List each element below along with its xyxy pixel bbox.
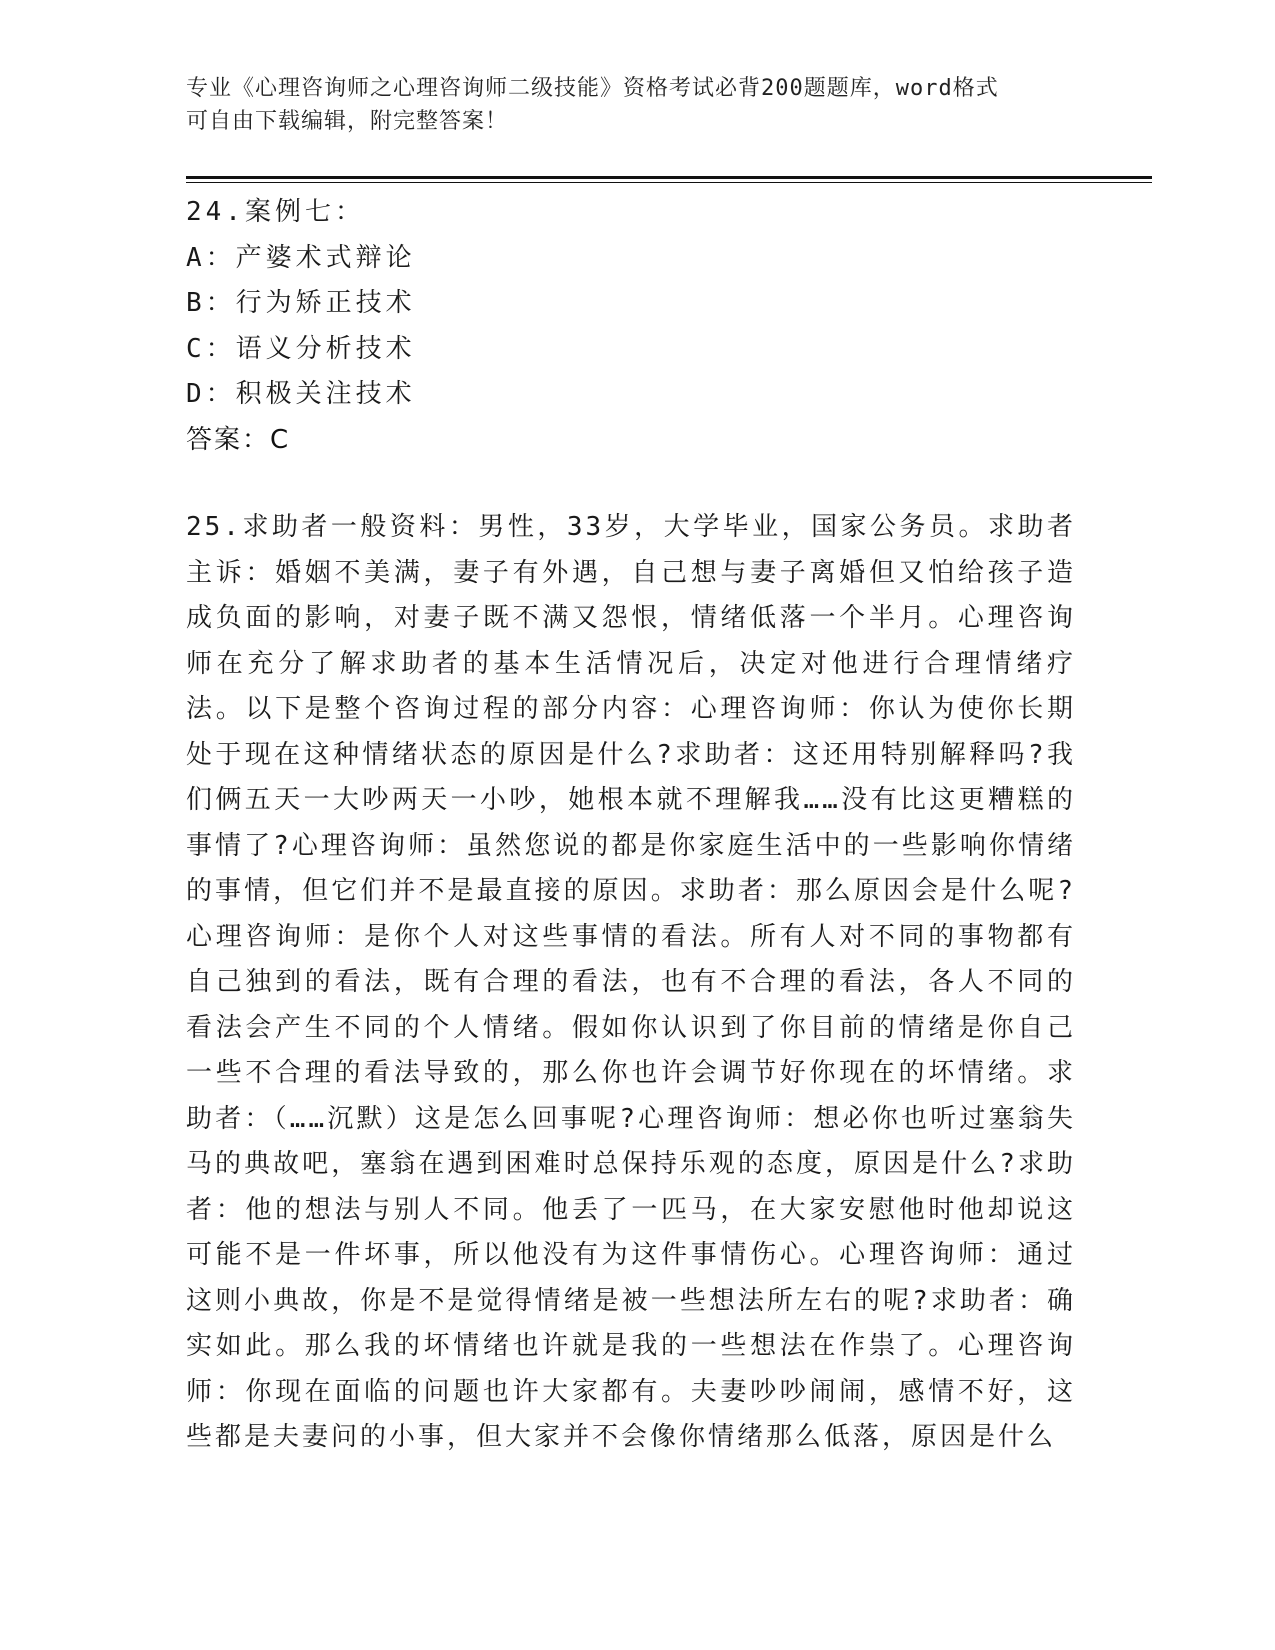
- question-25: [186, 505, 1076, 1461]
- document-header: [186, 72, 1066, 138]
- question-24: [186, 190, 416, 463]
- question-24-option-c: C：语义分析技术: [186, 333, 416, 364]
- question-24-option-d: D：积极关注技术: [186, 379, 416, 409]
- header-divider-thin: [186, 182, 1152, 183]
- question-24-option-b: B：行为矫正技术: [186, 288, 416, 318]
- question-24-answer: 答案：C: [186, 424, 291, 455]
- header-divider-thick: [186, 176, 1152, 179]
- header-line-1: 专业《心理咨询师之心理咨询师二级技能》资格考试必背200题题库，word格式: [186, 76, 999, 101]
- question-25-text: 25.求助者一般资料：男性，33岁，大学毕业，国家公务员。求助者主诉：婚姻不美满，妻子有外遇，自己想与妻子离婚但又怕给孩子造成负面的影响，对妻子既不满又怨恨，情绪低落一个半月。心理咨询师在充分了解求助者的基本生活情况后，决定对他进行合理情绪疗法。以下是整个咨询过程的部分内容：心理咨询师：你认为使你长期处于现在这种情绪状态的原因是什么?求助者：这还用特别解释吗?我们俩五天一大吵两天一小吵，她根本就不理解我……没有比这更糟糕的事情了?心理咨询师：虽然您说的都是你家庭生活中的一些影响你情绪的事情，但它们并不是最直接的原因。求助者：那么原因会是什么呢?心理咨询师：是你个人对这些事情的看法。所有人对不同的事物都有自己独到的看法，既有合理的看法，也有不合理的看法，各人不同的看法会产生不同的个人情绪。假如你认识到了你目前的情绪是你自己一些不合理的看法导致的，那么你也许会调节好你现在的坏情绪。求助者：（……沉默）这是怎么回事呢?心理咨询师：想必你也听过塞翁失马的典故吧，塞翁在遇到困难时总保持乐观的态度，原因是什么?求助者：他的想法与别人不同。他丢了一匹马，在大家安慰他时他却说这可能不是一件坏事，所以他没有为这件事情伤心。心理咨询师：通过这则小典故，你是不是觉得情绪是被一些想法所左右的呢?求助者：确实如此。那么我的坏情绪也许就是我的一些想法在作祟了。心理咨询师：你现在面临的问题也许大家都有。夫妻吵吵闹闹，感情不好，这些都是夫妻问的小事，但大家并不会像你情绪那么低落，原因是什么: [186, 512, 1076, 1452]
- header-line-2: 可自由下载编辑，附完整答案！: [186, 109, 509, 134]
- question-24-option-a: A：产婆术式辩论: [186, 242, 416, 273]
- question-24-stem: 24.案例七：: [186, 197, 365, 227]
